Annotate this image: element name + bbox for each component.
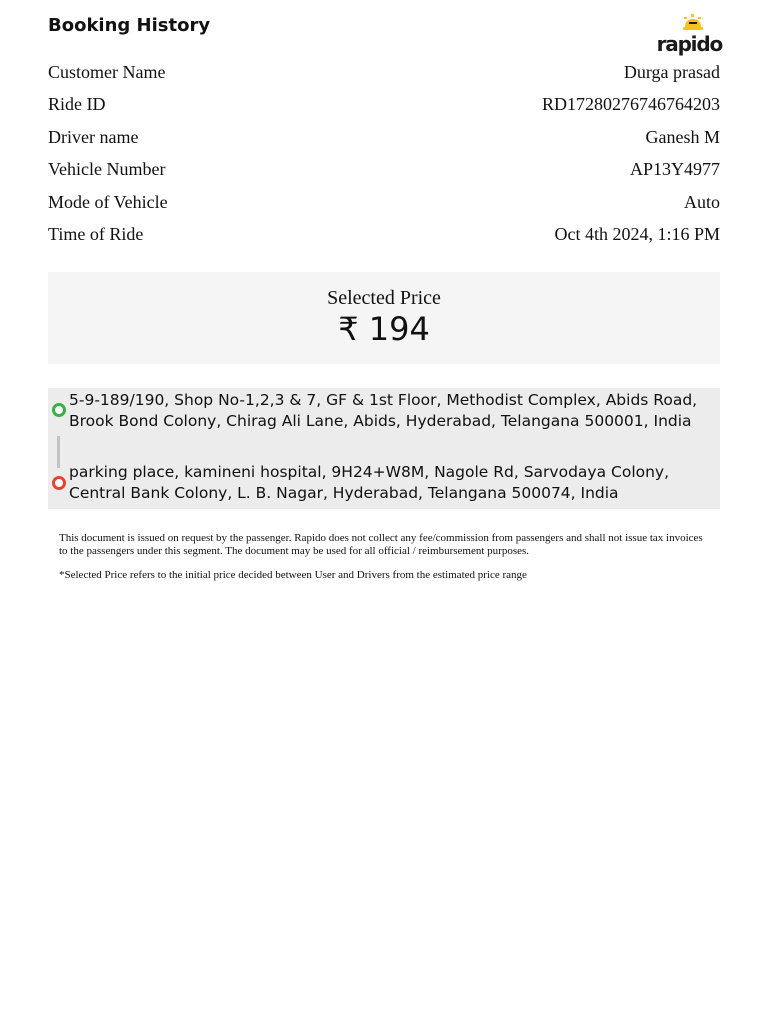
detail-row-driver-name bbox=[48, 121, 720, 154]
rapido-logo bbox=[658, 14, 722, 54]
disclaimer-text: This document is issued on request by the passenger. Rapido does not collect any fee/commission from passengers and shall not issue tax invoices to the passengers under this segment. The document may be used for all official / reimbursement purposes. bbox=[59, 532, 703, 557]
detail-label: Time of Ride bbox=[48, 224, 144, 245]
price-panel bbox=[48, 272, 720, 364]
detail-value: Oct 4th 2024, 1:16 PM bbox=[554, 224, 720, 245]
detail-label: Customer Name bbox=[48, 61, 166, 82]
detail-row-vehicle-number bbox=[48, 154, 720, 187]
detail-row-time-of-ride bbox=[48, 219, 720, 252]
logo-text: rapido bbox=[656, 32, 722, 56]
route-panel bbox=[48, 388, 720, 509]
detail-label: Ride ID bbox=[48, 94, 106, 115]
detail-label: Vehicle Number bbox=[48, 159, 166, 180]
detail-row-ride-id bbox=[48, 89, 720, 122]
detail-label: Driver name bbox=[48, 126, 139, 147]
pickup-pin-icon bbox=[52, 403, 66, 417]
detail-value: AP13Y4977 bbox=[629, 159, 720, 180]
price-note: *Selected Price refers to the initial price decided between User and Drivers from the estimated price range bbox=[59, 569, 527, 581]
route-connector bbox=[57, 436, 60, 468]
booking-details bbox=[48, 56, 720, 251]
price-label: Selected Price bbox=[327, 287, 441, 309]
detail-row-mode-of-vehicle bbox=[48, 186, 720, 219]
header bbox=[48, 14, 720, 54]
drop-pin-icon bbox=[52, 476, 66, 490]
price-value: ₹ 194 bbox=[338, 310, 430, 348]
detail-value: Durga prasad bbox=[623, 61, 720, 82]
detail-value: Ganesh M bbox=[645, 126, 720, 147]
detail-label: Mode of Vehicle bbox=[48, 191, 168, 212]
rapido-helmet-icon bbox=[680, 14, 706, 32]
pickup-address: 5-9-189/190, Shop No-1,2,3 & 7, GF & 1st Floor, Methodist Complex, Abids Road, Brook Bond Colony, Chirag Ali Lane, Abids, Hyderabad, Telangana 500001, India bbox=[69, 391, 698, 430]
drop-address: parking place, kamineni hospital, 9H24+W8M, Nagole Rd, Sarvodaya Colony, Central Bank Colony, L. B. Nagar, Hyderabad, Telangana 500074, India bbox=[69, 463, 670, 502]
page-title: Booking History bbox=[48, 15, 211, 36]
detail-row-customer-name bbox=[48, 56, 720, 89]
detail-value: RD17280276746764203 bbox=[541, 94, 720, 115]
detail-value: Auto bbox=[684, 191, 720, 212]
